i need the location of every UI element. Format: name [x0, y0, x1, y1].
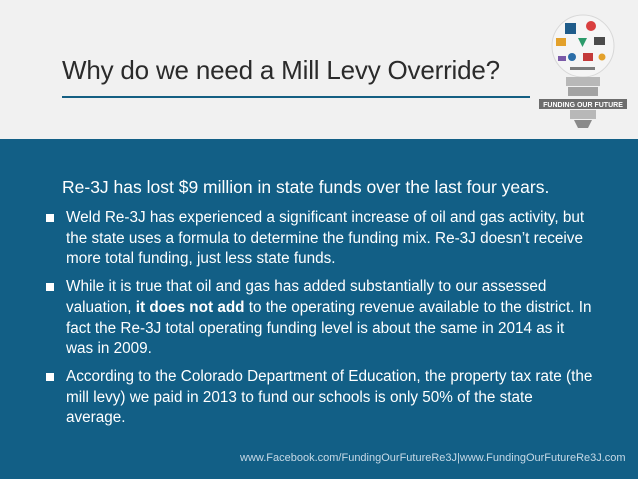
website-link[interactable]: www.FundingOurFutureRe3J.com — [459, 452, 626, 464]
square-bullet-icon — [46, 283, 54, 291]
square-bullet-icon — [46, 214, 54, 222]
bullet-item-2 — [46, 277, 594, 360]
subtitle: Re-3J has lost $9 million in state funds over the last four years. — [62, 177, 550, 197]
title-divider — [62, 96, 530, 98]
lightbulb-logo — [533, 8, 633, 132]
bullet-text-end: to the operating revenue available to the district. In fact the Re-3J total operating funding level is about the same in 2014 as it was in 2009. — [66, 298, 592, 358]
bullet-item-1 — [46, 208, 594, 270]
footer-links — [240, 452, 626, 464]
bullet-bold-text: it does not add — [135, 298, 245, 316]
bullet-text-start: While it is true that oil and gas has added substantially to our assessed valuation, — [66, 278, 547, 316]
slide-title: Why do we need a Mill Levy Override? — [62, 55, 500, 85]
bullet-list — [46, 208, 594, 436]
square-bullet-icon — [46, 373, 54, 381]
facebook-link[interactable]: www.Facebook.com/FundingOurFutureRe3J — [240, 452, 458, 464]
logo-text: FUNDING OUR FUTURE — [543, 102, 623, 109]
bullet-item-3 — [46, 367, 594, 429]
footer-separator: | — [457, 452, 460, 464]
lightbulb-icon — [539, 15, 627, 128]
bullet-text: Weld Re-3J has experienced a significant increase of oil and gas activity, but the state uses a formula to determine the funding mix. Re-3J doesn’t receive more total funding, just less state funds. — [66, 209, 585, 268]
bullet-text: According to the Colorado Department of Education, the property tax rate (the mill levy) we paid in 2013 to fund our schools is only 50% of the state average. — [66, 367, 593, 427]
